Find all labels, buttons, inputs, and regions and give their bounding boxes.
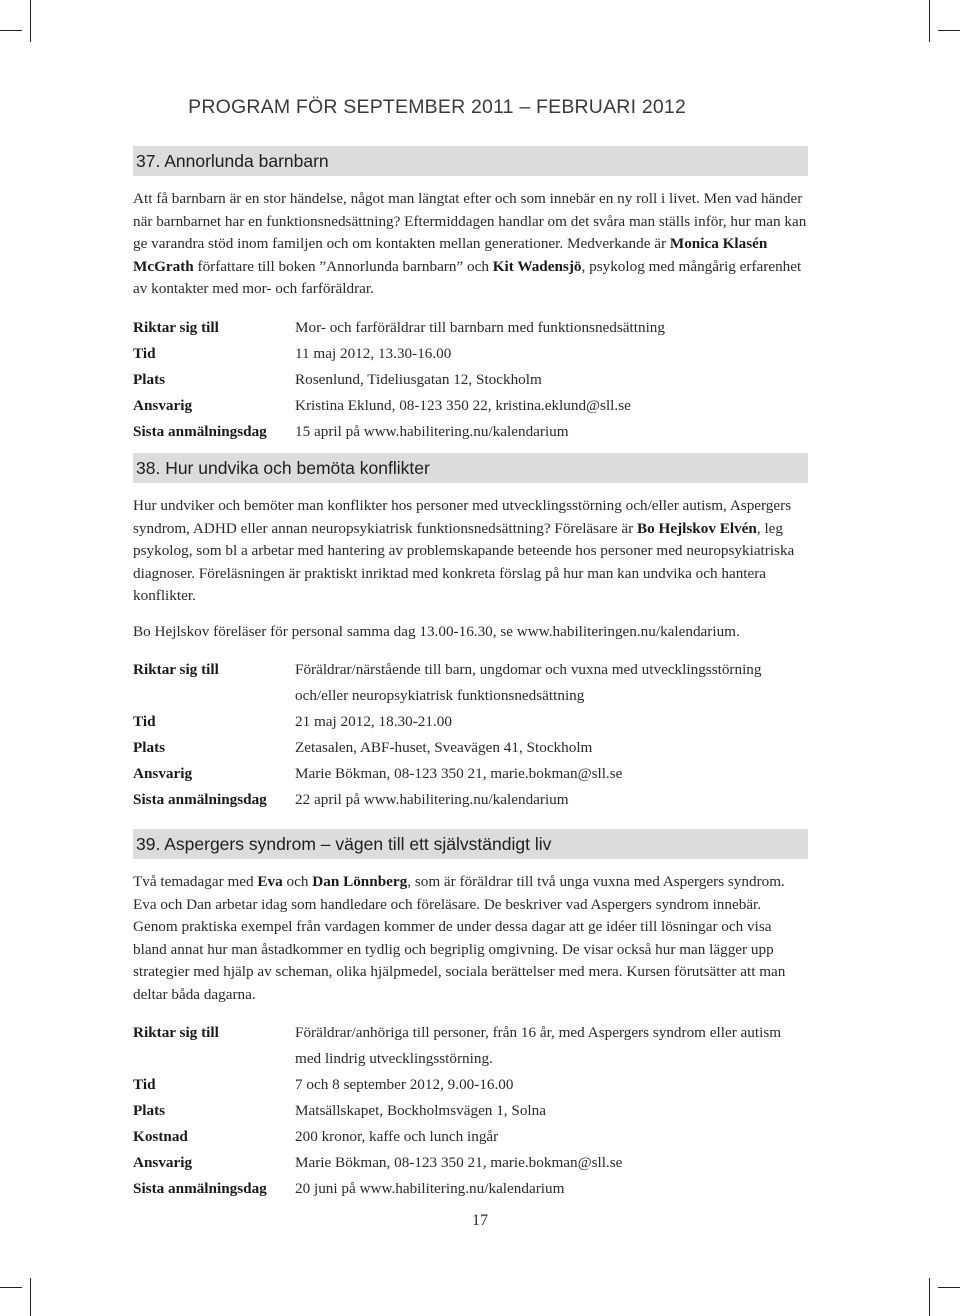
info-value: Mor- och farföräldrar till barnbarn med funktionsnedsättning (295, 318, 665, 336)
section-title: 38. Hur undvika och bemöta konflikter (133, 453, 808, 483)
info-value: Zetasalen, ABF-huset, Sveavägen 41, Stockholm (295, 739, 593, 756)
person-name: Monica Klasén McGrath (133, 235, 768, 275)
info-value: Marie Bökman, 08-123 350 21, marie.bokman@sll.se (295, 1154, 623, 1171)
info-row (133, 1072, 808, 1098)
crop-mark (0, 30, 22, 31)
info-row (133, 1124, 808, 1150)
info-value: 21 maj 2012, 18.30-21.00 (295, 713, 452, 730)
info-label: Plats (133, 739, 166, 756)
info-row (133, 709, 808, 735)
info-row (133, 735, 808, 761)
info-label: Riktar sig till (133, 318, 219, 336)
paragraph (133, 871, 808, 1006)
section-38 (133, 453, 808, 813)
text-run: och (282, 873, 313, 890)
info-value: 15 april på www.habilitering.nu/kalendarium (295, 422, 569, 440)
text-run: Hur undviker och bemöter man konflikter hos personer med utvecklingsstörning och/eller autism, Aspergers syndrom, ADHD eller annan neuropsykiatrisk funktionsnedsättning? Föreläsare är (133, 497, 792, 537)
info-row (133, 367, 808, 393)
person-name: Kit Wadensjö (492, 257, 582, 275)
info-table (133, 315, 808, 445)
crop-mark (929, 1278, 930, 1316)
info-value: Föräldrar/anhöriga till personer, från 16 år, med Aspergers syndrom eller autism med lindrig utvecklingsstörning. (295, 1024, 782, 1067)
section-description (133, 188, 808, 301)
paragraph (133, 188, 808, 301)
info-row (133, 1098, 808, 1124)
page-header-title: PROGRAM FÖR SEPTEMBER 2011 – FEBRUARI 2012 (188, 96, 686, 118)
info-label: Tid (133, 344, 156, 362)
crop-mark (30, 1278, 31, 1316)
info-label: Sista anmälningsdag (133, 791, 267, 808)
info-label: Riktar sig till (133, 661, 219, 678)
info-row (133, 787, 808, 813)
person-name: Dan Lönnberg (312, 873, 408, 890)
crop-mark (938, 1287, 960, 1288)
info-label: Ansvarig (133, 1154, 193, 1171)
info-label: Plats (133, 1102, 166, 1119)
crop-mark (30, 0, 31, 42)
text-run: , psykolog med mångårig erfarenhet av kontakter med mor- och farföräldrar. (133, 257, 802, 297)
section-37 (133, 146, 808, 445)
info-row (133, 419, 808, 445)
info-value: Rosenlund, Tideliusgatan 12, Stockholm (295, 370, 542, 388)
info-row (133, 1150, 808, 1176)
text-run: Två temadagar med (133, 873, 258, 890)
crop-mark (929, 0, 930, 42)
info-label: Kostnad (133, 1128, 188, 1145)
section-title: 37. Annorlunda barnbarn (133, 146, 808, 176)
info-value: 20 juni på www.habilitering.nu/kalendarium (295, 1180, 565, 1197)
crop-mark (938, 30, 960, 31)
paragraph (133, 495, 808, 608)
text-run: , som är föräldrar till två unga vuxna med Aspergers syndrom. Eva och Dan arbetar idag som handledare och föreläsare. De beskriver vad Aspergers syndrom innebär. Genom praktiska exempel från vardagen kommer de under dessa dagar att ge idéer till lösningar och visa bland annat hur man åstadkommer en tydlig och begriplig omgivning. De visar också hur man lägger upp strategier med hjälp av scheman, olika hjälpmedel, sociala berättelser med mera. Kursen förutsätter att man deltar båda dagarna. (133, 873, 786, 1003)
info-label: Tid (133, 1076, 156, 1093)
info-row (133, 315, 808, 341)
info-value: 22 april på www.habilitering.nu/kalendarium (295, 791, 569, 808)
info-label: Ansvarig (133, 396, 193, 414)
info-row (133, 657, 808, 709)
info-row (133, 761, 808, 787)
section-description (133, 871, 808, 1006)
info-row (133, 1176, 808, 1202)
info-label: Plats (133, 370, 166, 388)
section-title: 39. Aspergers syndrom – vägen till ett självständigt liv (133, 829, 808, 859)
info-value: Matsällskapet, Bockholmsvägen 1, Solna (295, 1102, 546, 1119)
info-value: 11 maj 2012, 13.30-16.00 (295, 344, 452, 362)
info-table (133, 657, 808, 813)
info-table (133, 1020, 808, 1202)
section-39 (133, 829, 808, 1202)
info-label: Ansvarig (133, 765, 193, 782)
info-row (133, 393, 808, 419)
info-label: Sista anmälningsdag (133, 422, 267, 440)
info-value: Kristina Eklund, 08-123 350 22, kristina.eklund@sll.se (295, 396, 631, 414)
info-row (133, 1020, 808, 1072)
person-name: Eva (257, 873, 283, 890)
info-label: Tid (133, 713, 156, 730)
info-value: Föräldrar/närstående till barn, ungdomar och vuxna med utvecklingsstörning och/eller neuropsykiatrisk funktionsnedsättning (295, 661, 762, 704)
text-run: , leg psykolog, som bl a arbetar med hantering av problemskapande beteende hos personer med neuropsykiatriska diagnoser. Föreläsningen är praktiskt inriktad med konkreta förslag på hur man kan undvika och hantera konflikter. (133, 519, 795, 604)
page-number: 17 (472, 1212, 488, 1229)
info-label: Sista anmälningsdag (133, 1180, 267, 1197)
crop-mark (0, 1287, 22, 1288)
section-description (133, 495, 808, 643)
info-value: Marie Bökman, 08-123 350 21, marie.bokman@sll.se (295, 765, 623, 782)
info-row (133, 341, 808, 367)
text-run: Att få barnbarn är en stor händelse, något man längtat efter och som innebär en ny roll i livet. Men vad händer när barnbarnet har en funktionsnedsättning? Eftermiddagen handlar om det svåra man ställs inför, hur man kan ge varandra stöd inom familjen och om kontakten mellan generationer. Medverkande är (133, 190, 807, 252)
info-value: 7 och 8 september 2012, 9.00-16.00 (295, 1076, 514, 1093)
paragraph (133, 621, 808, 644)
person-name: Bo Hejlskov Elvén (637, 519, 757, 537)
info-value: 200 kronor, kaffe och lunch ingår (295, 1128, 499, 1145)
text-run: Bo Hejlskov föreläser för personal samma dag 13.00-16.30, se www.habiliteringen.nu/kalendarium. (133, 622, 740, 640)
info-label: Riktar sig till (133, 1024, 219, 1041)
text-run: författare till boken ”Annorlunda barnbarn” och (193, 257, 493, 275)
